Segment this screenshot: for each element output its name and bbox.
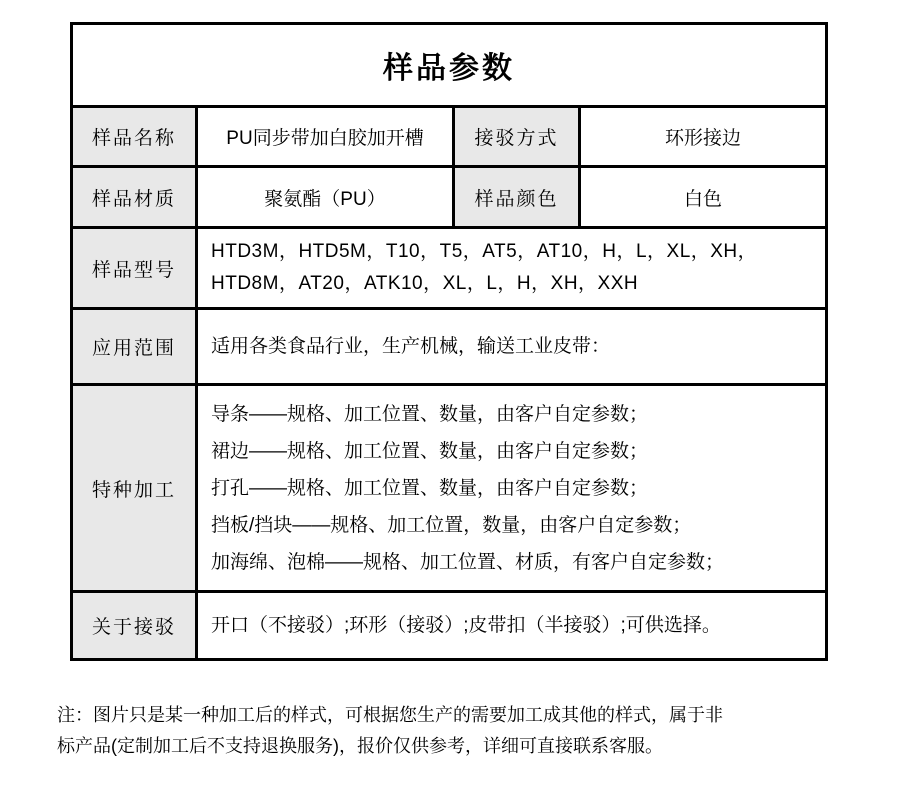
processing-line: 挡板/挡块——规格、加工位置，数量，由客户自定参数； [211,514,692,536]
cell-joint-info [198,593,825,658]
cell-sample-name: PU同步带加白胶加开槽 [198,108,455,165]
table-row-model [73,226,825,307]
table-row-sample-name [73,105,825,165]
table-row-application [73,307,825,383]
row-label-model: 样品型号 [73,229,198,307]
row-label-joint-info: 关于接驳 [73,593,198,658]
cell-sample-color: 白色 [683,188,722,210]
model-line: HTD8M，AT20，ATK10，XL，L，H，XH，XXH [211,273,639,294]
row-label-special-processing: 特种加工 [73,386,198,590]
cell-joint-method: 环形接边 [664,128,741,149]
processing-line: 裙边——规格、加工位置、数量，由客户自定参数； [211,440,649,462]
row-label-joint-method: 接驳方式 [455,108,581,165]
table-row-material [73,165,825,226]
table-row-special-processing [73,383,825,590]
footnote-line: 注：图片只是某一种加工后的样式，可根据您生产的需要加工成其他的样式，属于非 [57,705,723,725]
cell-material: 聚氨酯（PU） [198,168,455,226]
sample-parameter-table [70,22,828,661]
processing-line: 加海绵、泡棉——规格、加工位置、材质，有客户自定参数； [211,551,725,573]
footnote-line: 标产品(定制加工后不支持退换服务)，报价仅供参考，详细可直接联系客服。 [57,736,663,756]
row-label-sample-name: 样品名称 [73,108,198,165]
model-line: HTD3M，HTD5M，T10，T5，AT5，AT10，H，L，XL，XH， [211,241,758,262]
row-label-application: 应用范围 [73,310,198,383]
cell-model [198,229,825,307]
application-text: 适用各类食品行业，生产机械，输送工业皮带： [211,335,611,357]
row-label-sample-color: 样品颜色 [455,168,581,226]
footnote [57,700,857,762]
cell-application [198,310,825,383]
joint-info-text: 开口（不接驳）;环形（接驳）;皮带扣（半接驳）;可供选择。 [211,614,721,636]
row-label-material: 样品材质 [73,168,198,226]
processing-line: 打孔——规格、加工位置、数量，由客户自定参数； [211,477,649,499]
cell-special-processing [198,386,825,590]
table-title: 样品参数 [383,52,515,85]
processing-line: 导条——规格、加工位置、数量，由客户自定参数； [211,403,649,425]
table-title-row [73,25,825,105]
table-row-joint-info [73,590,825,658]
